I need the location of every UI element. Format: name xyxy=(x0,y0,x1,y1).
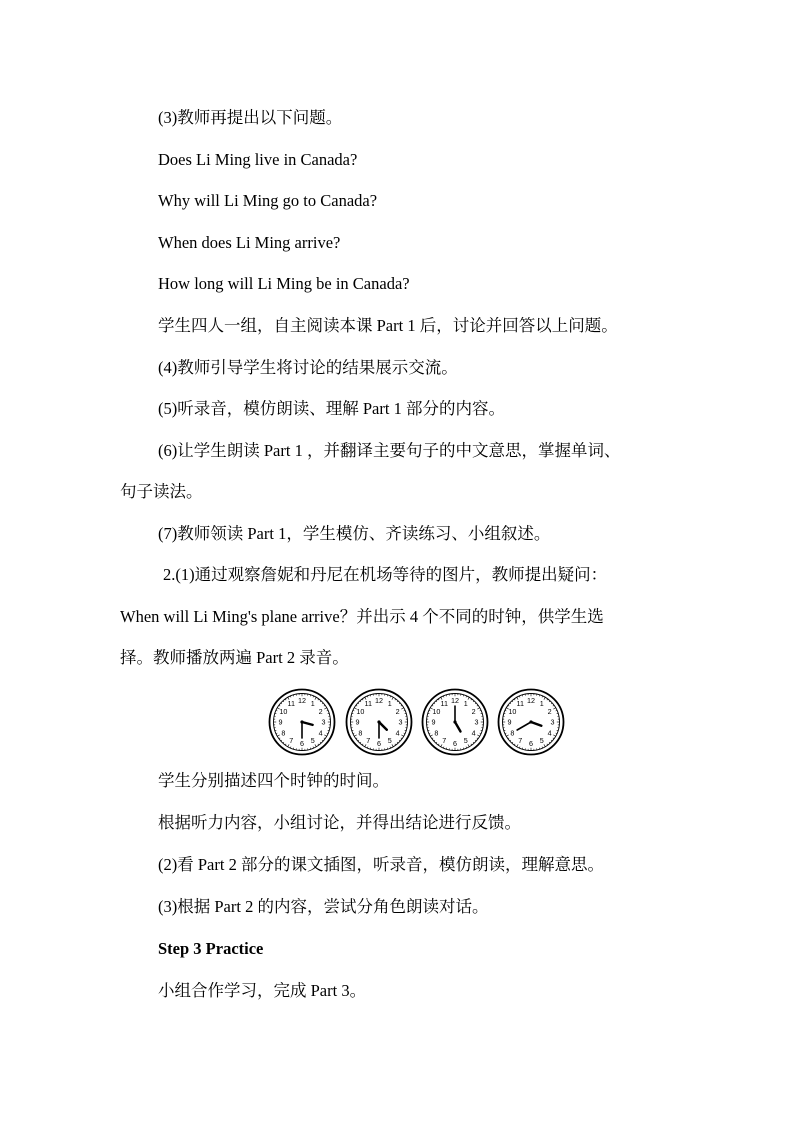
paragraph-step-5: (5)听录音，模仿朗读、理解 Part 1 部分的内容。 xyxy=(158,399,505,418)
clock-number: 5 xyxy=(463,736,468,746)
clock-number: 1 xyxy=(539,698,544,708)
clock-face-icon xyxy=(268,688,336,756)
paragraph-play-recording: 择。教师播放两遍 Part 2 录音。 xyxy=(120,648,349,667)
paragraph-step-4: (4)教师引导学生将讨论的结果展示交流。 xyxy=(158,358,458,377)
paragraph-step-3: (3)教师再提出以下问题。 xyxy=(158,108,343,127)
question-why-go: Why will Li Ming go to Canada? xyxy=(158,191,378,210)
clock-number: 9 xyxy=(355,717,360,727)
clock-number: 3 xyxy=(474,717,479,727)
paragraph-part-2-intro: 2.(1)通过观察詹妮和丹尼在机场等待的图片，教师提出疑问： xyxy=(163,565,608,584)
minute-hand xyxy=(517,722,531,730)
clock-number: 2 xyxy=(547,706,552,716)
paragraph-plane-question: When will Li Ming's plane arrive？并出示 4 个不同的时钟，供学生选 xyxy=(120,607,604,626)
clock-number: 8 xyxy=(358,728,363,738)
section-heading-practice: Step 3 Practice xyxy=(158,939,264,958)
clock-number: 1 xyxy=(310,698,315,708)
clock-face-icon xyxy=(345,688,413,756)
hour-hand xyxy=(379,722,387,730)
clock-figure xyxy=(268,688,568,756)
clock-number: 9 xyxy=(278,717,283,727)
paragraph-discuss-feedback: 根据听力内容，小组讨论，并得出结论进行反馈。 xyxy=(158,813,521,832)
clock-number: 11 xyxy=(440,698,448,708)
clock-number: 10 xyxy=(279,706,288,716)
hour-hand xyxy=(455,722,461,732)
clock-number: 9 xyxy=(507,717,512,727)
paragraph-step-6: (6)让学生朗读 Part 1 ，并翻译主要句子的中文意思，掌握单词、 xyxy=(158,441,621,460)
clock-face-icon xyxy=(421,688,489,756)
paragraph-step-6-cont: 句子读法。 xyxy=(120,482,203,501)
clock-number: 6 xyxy=(377,739,381,749)
clock-number: 3 xyxy=(398,717,403,727)
hour-hand xyxy=(531,722,541,726)
clock-number: 12 xyxy=(375,696,383,706)
clock-number: 10 xyxy=(508,706,517,716)
clock-number: 12 xyxy=(298,696,306,706)
clock-3 xyxy=(421,688,489,756)
clock-number: 2 xyxy=(318,706,323,716)
clock-number: 11 xyxy=(516,698,524,708)
hour-hand xyxy=(302,722,313,725)
paragraph-part-2-picture: (2)看 Part 2 部分的课文插图，听录音，模仿朗读，理解意思。 xyxy=(158,855,604,874)
clock-number: 6 xyxy=(300,739,304,749)
paragraph-describe-clocks: 学生分别描述四个时钟的时间。 xyxy=(158,771,389,790)
paragraph-step-7: (7)教师领读 Part 1，学生模仿、齐读练习、小组叙述。 xyxy=(158,524,551,543)
question-live-in-canada: Does Li Ming live in Canada? xyxy=(158,150,358,169)
clock-number: 12 xyxy=(451,696,459,706)
question-when-arrive: When does Li Ming arrive? xyxy=(158,233,341,252)
clock-number: 4 xyxy=(318,728,323,738)
clock-number: 5 xyxy=(387,736,392,746)
clock-4 xyxy=(497,688,565,756)
paragraph-role-play: (3)根据 Part 2 的内容，尝试分角色朗读对话。 xyxy=(158,897,489,916)
clock-number: 11 xyxy=(287,698,295,708)
clock-number: 6 xyxy=(529,739,533,749)
clock-number: 10 xyxy=(432,706,441,716)
clock-number: 3 xyxy=(550,717,555,727)
clock-number: 2 xyxy=(395,706,400,716)
clock-number: 7 xyxy=(518,736,523,746)
clock-number: 12 xyxy=(527,696,535,706)
clock-number: 10 xyxy=(356,706,365,716)
clock-number: 4 xyxy=(471,728,476,738)
clock-number: 7 xyxy=(366,736,371,746)
clock-number: 5 xyxy=(539,736,544,746)
clock-number: 4 xyxy=(547,728,552,738)
clock-number: 11 xyxy=(364,698,372,708)
clock-number: 6 xyxy=(453,739,457,749)
clock-number: 4 xyxy=(395,728,400,738)
clock-number: 2 xyxy=(471,706,476,716)
clock-number: 8 xyxy=(434,728,439,738)
question-how-long: How long will Li Ming be in Canada? xyxy=(158,274,410,293)
clock-number: 5 xyxy=(310,736,315,746)
paragraph-complete-part-3: 小组合作学习，完成 Part 3。 xyxy=(158,981,367,1000)
clock-number: 9 xyxy=(431,717,436,727)
clock-number: 7 xyxy=(289,736,294,746)
clock-number: 8 xyxy=(510,728,515,738)
clock-number: 8 xyxy=(281,728,286,738)
paragraph-group-reading: 学生四人一组，自主阅读本课 Part 1 后，讨论并回答以上问题。 xyxy=(158,316,618,335)
clock-number: 1 xyxy=(463,698,468,708)
clock-1 xyxy=(268,688,336,756)
clock-number: 3 xyxy=(321,717,326,727)
clock-number: 7 xyxy=(442,736,447,746)
clock-number: 1 xyxy=(387,698,392,708)
clock-2 xyxy=(345,688,413,756)
clock-face-icon xyxy=(497,688,565,756)
